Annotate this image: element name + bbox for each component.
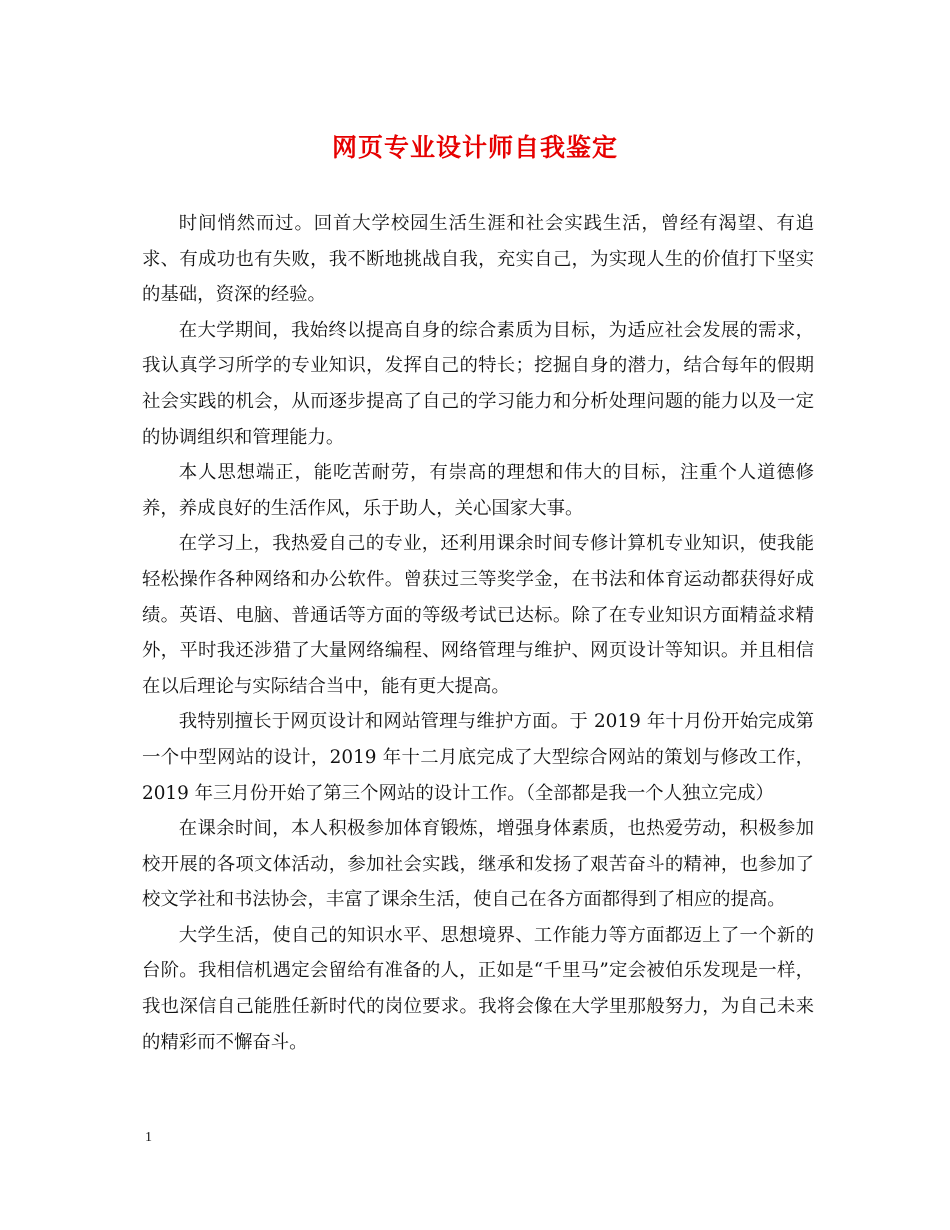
paragraph-study: 在学习上，我热爱自己的专业，还利用课余时间专修计算机专业知识，使我能轻松操作各种网络和办公软件。曾获过三等奖学金，在书法和体育运动都获得好成绩。英语、电脑、普通话等方面的等级考试已达标。除了在专业知识方面精益求精外，平时我还涉猎了大量网络编程、网络管理与维护、网页设计等知识。并且相信在以后理论与实际结合当中，能有更大提高。 [142,533,814,697]
page-number: 1 [145,1130,152,1145]
paragraph-activities: 在课余时间，本人积极参加体育锻炼，增强身体素质，也热爱劳动，积极参加校开展的各项文体活动，参加社会实践，继承和发扬了艰苦奋斗的精神，也参加了校文学社和书法协会，丰富了课余生活，使自己在各方面都得到了相应的提高。 [142,818,814,911]
paragraph-intro: 时间悄然而过。回首大学校园生活生涯和社会实践生活，曾经有渴望、有追求、有成功也有失败，我不断地挑战自我，充实自己，为实现人生的价值打下坚实的基础，资深的经验。 [142,213,814,306]
paragraph-conclusion: 大学生活，使自己的知识水平、思想境界、工作能力等方面都迈上了一个新的台阶。我相信机遇定会留给有准备的人，正如是“千里马”定会被伯乐发现是一样，我也深信自己能胜任新时代的岗位要求。我将会像在大学里那般努力，为自己未来的精彩而不懈奋斗。 [142,924,814,1053]
document-body [142,206,814,1060]
paragraph-university: 在大学期间，我始终以提高自身的综合素质为目标，为适应社会发展的需求，我认真学习所学的专业知识，发挥自己的特长；挖掘自身的潜力，结合每年的假期社会实践的机会，从而逐步提高了自己的学习能力和分析处理问题的能力以及一定的协调组织和管理能力。 [142,319,814,448]
paragraph-web-design: 我特别擅长于网页设计和网站管理与维护方面。于 2019 年十月份开始完成第一个中型网站的设计，2019 年十二月底完成了大型综合网站的策划与修改工作，2019 年三月份开始了第三个网站的设计工作。（全部都是我一个人独立完成） [142,711,814,804]
paragraph-character: 本人思想端正，能吃苦耐劳，有崇高的理想和伟大的目标，注重个人道德修养，养成良好的生活作风，乐于助人，关心国家大事。 [142,462,814,519]
document-title: 网页专业设计师自我鉴定 [331,133,618,162]
